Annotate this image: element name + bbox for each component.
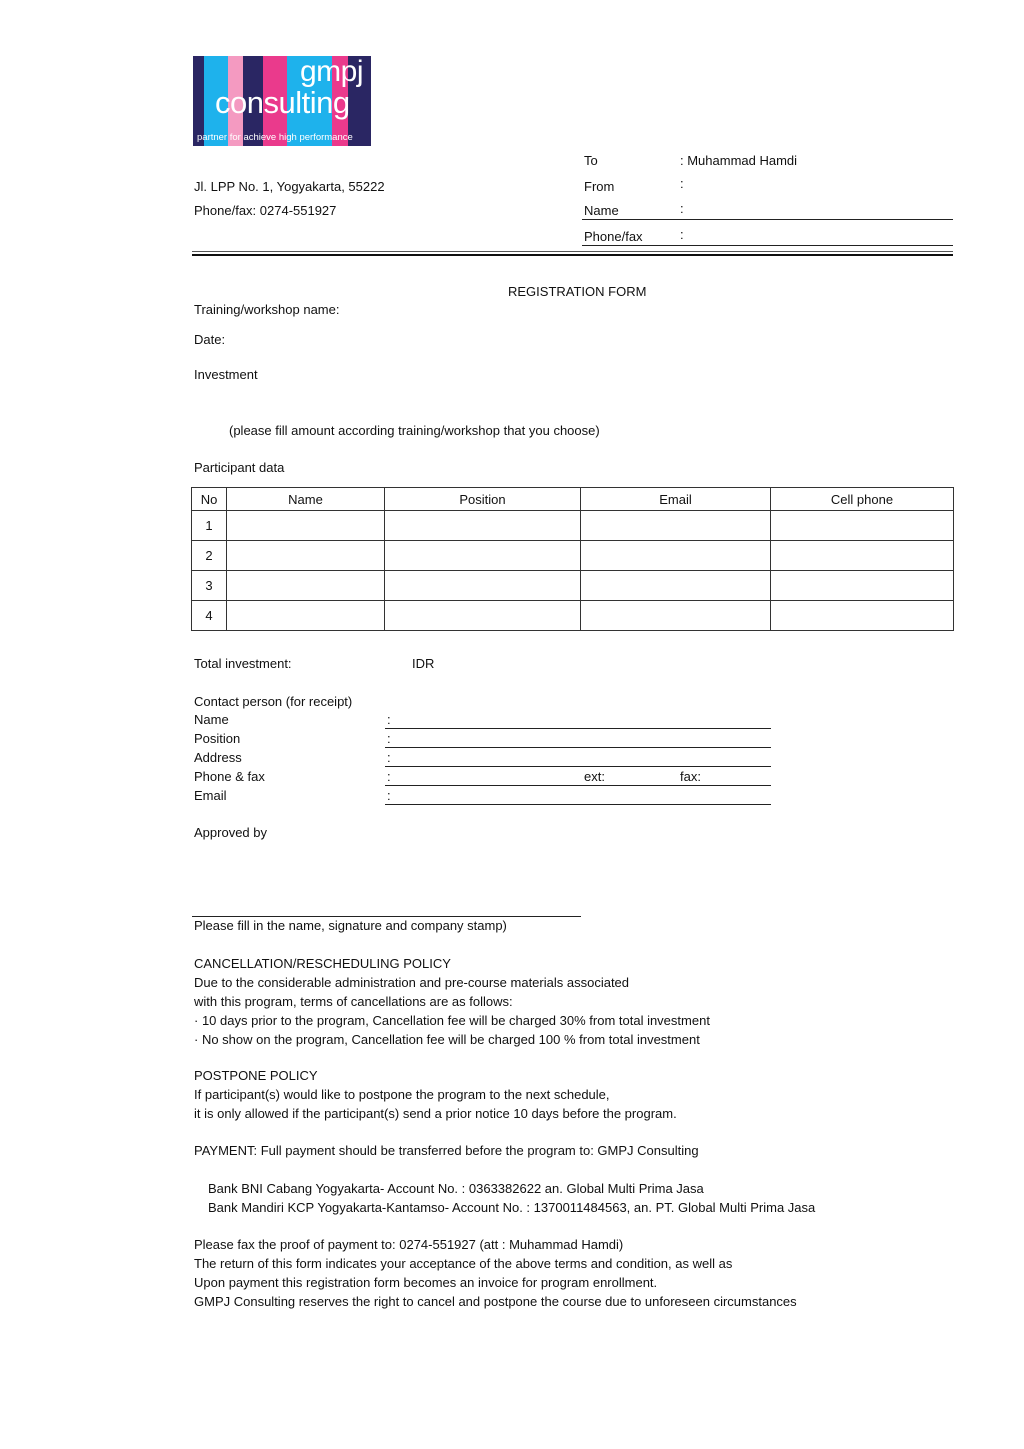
postpone-line: it is only allowed if the participant(s) send a prior notice 10 days before the program. [194, 1106, 677, 1121]
row-number: 1 [192, 511, 227, 541]
postpone-line: If participant(s) would like to postpone the program to the next schedule, [194, 1087, 610, 1102]
footer-line: GMPJ Consulting reserves the right to cancel and postpone the course due to unforeseen circumstances [194, 1294, 797, 1309]
footer-line: Please fax the proof of payment to: 0274-551927 (att : Muhammad Hamdi) [194, 1237, 624, 1252]
from-field[interactable]: : [680, 176, 684, 191]
participant-cell-phone-cell[interactable] [771, 541, 954, 571]
table-row [192, 511, 954, 541]
to-label: To [584, 153, 598, 168]
table-row [192, 571, 954, 601]
contact-email-field[interactable]: : [387, 788, 391, 803]
participant-email-cell[interactable] [581, 511, 771, 541]
participant-name-cell[interactable] [227, 541, 385, 571]
sender-address: Jl. LPP No. 1, Yogyakarta, 55222 [194, 179, 385, 194]
signature-line[interactable] [192, 916, 581, 917]
name-label: Name [584, 203, 619, 218]
participant-position-cell[interactable] [385, 511, 581, 541]
contact-heading: Contact person (for receipt) [194, 694, 353, 709]
row-number: 3 [192, 571, 227, 601]
header-divider-bottom [192, 254, 953, 256]
phonefax-label: Phone/fax [584, 229, 643, 244]
row-number: 2 [192, 541, 227, 571]
training-name-label: Training/workshop name: [194, 302, 340, 317]
total-investment-label: Total investment: [194, 656, 292, 671]
approved-by-label: Approved by [194, 825, 267, 840]
contact-address-field[interactable]: : [387, 750, 391, 765]
table-header-row [192, 488, 954, 511]
bank-account-mandiri: Bank Mandiri KCP Yogyakarta-Kantamso- Account No. : 1370011484563, an. PT. Global Multi Prima Jasa [208, 1200, 816, 1215]
contact-address-underline [385, 766, 771, 767]
form-title: REGISTRATION FORM [508, 284, 647, 299]
sender-phone: Phone/fax: 0274-551927 [194, 203, 337, 218]
contact-name-underline [385, 728, 771, 729]
header-cell-phone: Cell phone [771, 488, 954, 511]
investment-label: Investment [194, 367, 258, 382]
participant-data-label: Participant data [194, 460, 285, 475]
contact-email-underline [385, 804, 771, 805]
logo-text-consulting: consulting [215, 85, 350, 120]
participant-name-cell[interactable] [227, 601, 385, 631]
payment-heading: PAYMENT: Full payment should be transferred before the program to: GMPJ Consulting [194, 1143, 699, 1158]
logo-tagline: partner for achieve high performance [197, 132, 353, 143]
participant-cell-phone-cell[interactable] [771, 601, 954, 631]
bank-account-bni: Bank BNI Cabang Yogyakarta- Account No. : 0363382622 an. Global Multi Prima Jasa [208, 1181, 704, 1196]
phonefax-field[interactable]: : [680, 227, 684, 242]
signature-note: Please fill in the name, signature and company stamp) [194, 918, 507, 933]
header-name: Name [227, 488, 385, 511]
contact-ext-label: ext: [584, 769, 605, 784]
participant-name-cell[interactable] [227, 571, 385, 601]
participant-table [191, 487, 954, 631]
participant-email-cell[interactable] [581, 541, 771, 571]
contact-name-label: Name [194, 712, 229, 727]
contact-name-field[interactable]: : [387, 712, 391, 727]
contact-position-label: Position [194, 731, 241, 746]
cancellation-line: with this program, terms of cancellations are as follows: [194, 994, 513, 1009]
cancellation-heading: CANCELLATION/RESCHEDULING POLICY [194, 956, 451, 971]
contact-email-label: Email [194, 788, 227, 803]
from-label: From [584, 179, 615, 194]
cancellation-line: Due to the considerable administration and pre-course materials associated [194, 975, 630, 990]
contact-phone-underline [385, 785, 771, 786]
table-row [192, 541, 954, 571]
total-investment-currency: IDR [412, 656, 435, 671]
header-no: No [192, 488, 227, 511]
name-underline [582, 219, 953, 220]
header-divider-top [192, 251, 953, 252]
cancellation-line: · 10 days prior to the program, Cancellation fee will be charged 30% from total investment [194, 1013, 710, 1028]
cancellation-line: · No show on the program, Cancellation fee will be charged 100 % from total investment [194, 1032, 700, 1047]
name-field[interactable]: : [680, 201, 684, 216]
logo-text-gmpj: gmpj [299, 56, 363, 88]
contact-fax-label: fax: [680, 769, 701, 784]
contact-phone-field[interactable]: : [387, 769, 391, 784]
postpone-heading: POSTPONE POLICY [194, 1068, 318, 1083]
contact-address-label: Address [194, 750, 242, 765]
table-row [192, 601, 954, 631]
header-position: Position [385, 488, 581, 511]
row-number: 4 [192, 601, 227, 631]
contact-position-underline [385, 747, 771, 748]
participant-cell-phone-cell[interactable] [771, 571, 954, 601]
participant-email-cell[interactable] [581, 601, 771, 631]
header-email: Email [581, 488, 771, 511]
phonefax-underline [582, 245, 953, 246]
participant-position-cell[interactable] [385, 541, 581, 571]
footer-line: The return of this form indicates your acceptance of the above terms and condition, as well as [194, 1256, 733, 1271]
footer-line: Upon payment this registration form becomes an invoice for program enrollment. [194, 1275, 658, 1290]
participant-email-cell[interactable] [581, 571, 771, 601]
participant-name-cell[interactable] [227, 511, 385, 541]
date-label: Date: [194, 332, 226, 347]
contact-phone-label: Phone & fax [194, 769, 265, 784]
company-logo [193, 56, 371, 146]
contact-position-field[interactable]: : [387, 731, 391, 746]
to-value: : Muhammad Hamdi [680, 153, 798, 168]
investment-note: (please fill amount according training/workshop that you choose) [229, 423, 600, 438]
participant-cell-phone-cell[interactable] [771, 511, 954, 541]
participant-position-cell[interactable] [385, 601, 581, 631]
participant-position-cell[interactable] [385, 571, 581, 601]
